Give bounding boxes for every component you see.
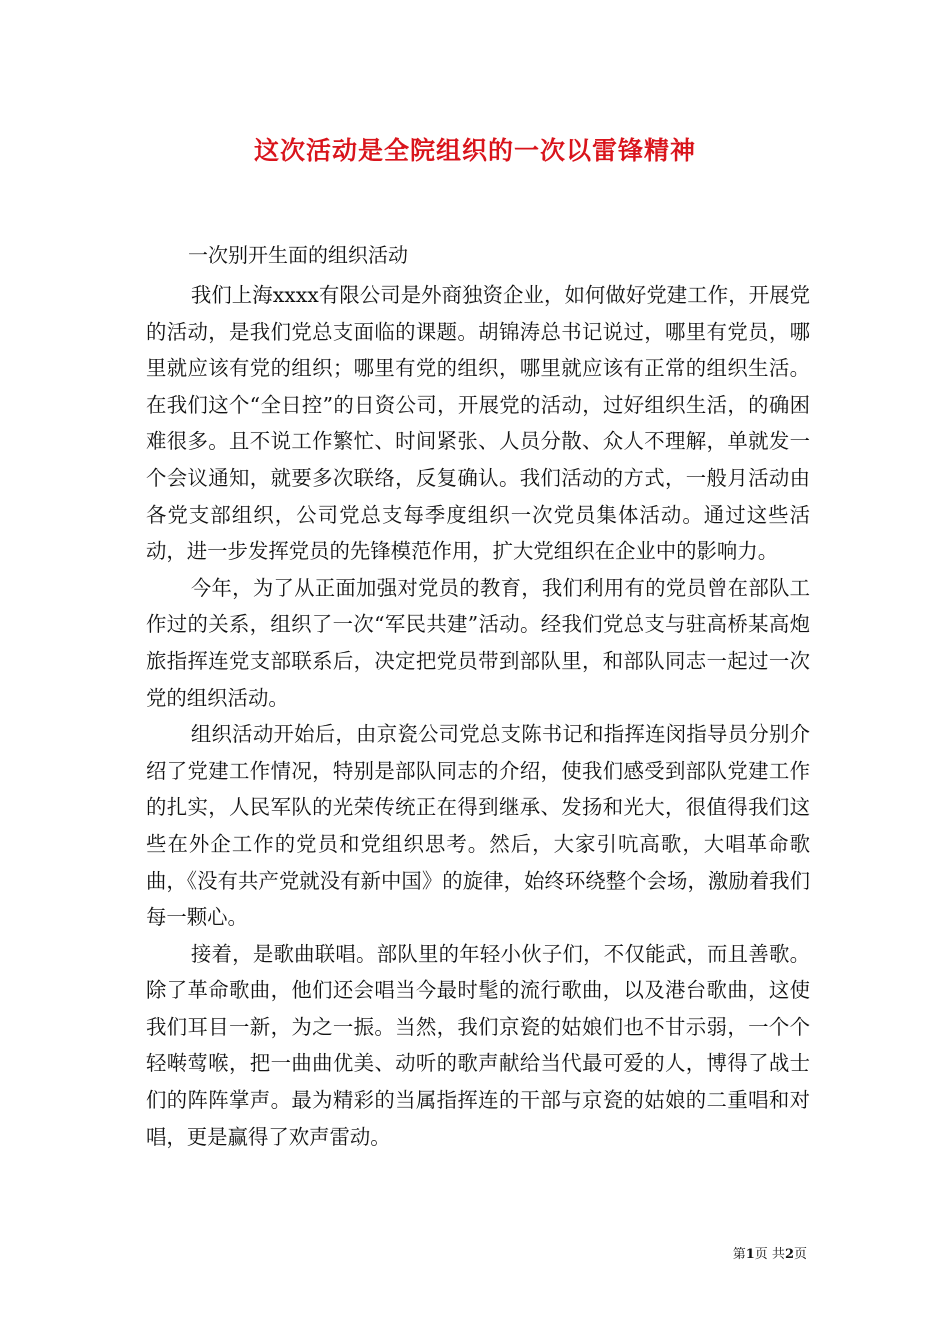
footer-suffix: 页 bbox=[793, 1247, 807, 1262]
paragraph-1: 我们上海xxxx有限公司是外商独资企业，如何做好党建工作，开展党的活动，是我们党总支面临的课题。胡锦涛总书记说过，哪里有党员，哪里就应该有党的组织；哪里有党的组织，哪里就应该有正常的组织生活。在我们这个“全日控”的日资公司，开展党的活动，过好组织生活，的确困难很多。且不说工作繁忙、时间紧张、人员分散、众人不理解，单就发一个会议通知，就要多次联络，反复确认。我们活动的方式，一般月活动由各党支部组织，公司党总支每季度组织一次党员集体活动。通过这些活动，进一步发挥党员的先锋模范作用，扩大党组织在企业中的影响力。 bbox=[146, 283, 810, 564]
page-title: 这次活动是全院组织的一次以雷锋精神 bbox=[253, 136, 696, 165]
footer-middle: 页 共 bbox=[754, 1247, 785, 1262]
footer-prefix: 第 bbox=[732, 1247, 746, 1262]
current-page-number: 1 bbox=[745, 1247, 755, 1262]
body-text bbox=[146, 277, 810, 1155]
subtitle: 一次别开生面的组织活动 bbox=[188, 243, 408, 267]
paragraph-3: 组织活动开始后，由京瓷公司党总支陈书记和指挥连闵指导员分别介绍了党建工作情况，特别是部队同志的介绍，使我们感受到部队党建工作的扎实，人民军队的光荣传统正在得到继承、发扬和光大，很值得我们这些在外企工作的党员和党组织思考。然后，大家引吭高歌，大唱革命歌曲，《没有共产党就没有新中国》的旋律，始终环绕整个会场，激励着我们每一颗心。 bbox=[146, 722, 810, 930]
page-footer bbox=[733, 1246, 807, 1264]
paragraph-4: 接着，是歌曲联唱。部队里的年轻小伙子们，不仅能武，而且善歌。除了革命歌曲，他们还会唱当今最时髦的流行歌曲，以及港台歌曲，这使我们耳目一新，为之一振。当然，我们京瓷的姑娘们也不甘示弱，一个个轻啭莺喉，把一曲曲优美、动听的歌声献给当代最可爱的人，博得了战士们的阵阵掌声。最为精彩的当属指挥连的干部与京瓷的姑娘的二重唱和对唱，更是赢得了欢声雷动。 bbox=[146, 941, 810, 1149]
total-pages-number: 2 bbox=[784, 1247, 794, 1262]
paragraph-2: 今年，为了从正面加强对党员的教育，我们利用有的党员曾在部队工作过的关系，组织了一次“军民共建”活动。经我们党总支与驻高桥某高炮旅指挥连党支部联系后，决定把党员带到部队里，和部队同志一起过一次党的组织活动。 bbox=[146, 575, 810, 710]
